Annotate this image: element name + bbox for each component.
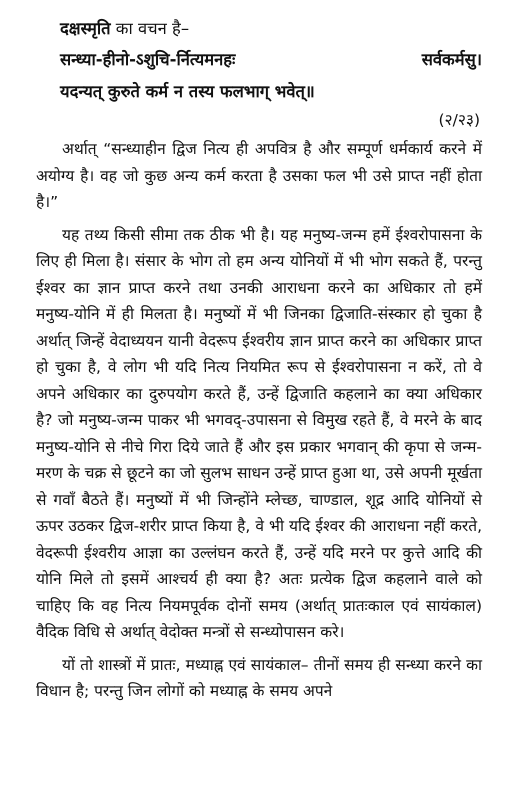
verse-line-2-text: यदन्यत् कुरुते कर्म न तस्य फलभाग् भवेत्॥ [60, 82, 315, 101]
intro-line [36, 14, 482, 44]
verse-line-1 [36, 44, 482, 76]
intro-suffix: का वचन है– [110, 19, 190, 38]
paragraph-closing: यों तो शास्त्रों में प्रातः, मध्याह्न एवं सायंकाल– तीनों समय ही सन्ध्या करने का विधान है; परन्तु जिन लोगों को मध्याह्न के समय अपने [36, 655, 482, 700]
paragraph-main: यह तथ्य किसी सीमा तक ठीक भी है। यह मनुष्य-जन्म हमें ईश्वरोपासना के लिए ही मिला है। संसार के भोग तो हम अन्य योनियों में भी भोग सकते हैं, परन्तु ईश्वर का ज्ञान प्राप्त करने तथा उनकी आराधना करने का अधिकार तो हमें मनुष्य-योनि में ही मिलता है। मनुष्यों में भी जिनका द्विजाति-संस्कार हो चुका है अर्थात् जिन्हें वेदाध्ययन यानी वेदरूप ईश्वरीय ज्ञान प्राप्त करने का अधिकार प्राप्त हो चुका है, वे लोग भी यदि नित्य नियमित रूप से ईश्वरोपासना न करें, तो वे अपने अधिकार का दुरुपयोग करते हैं, उन्हें द्विजाति कहलाने का क्या अधिकार है? जो मनुष्य-जन्म पाकर भी भगवद्-उपासना से विमुख रहते हैं, वे मरने के बाद मनुष्य-योनि से नीचे गिरा दिये जाते हैं और इस प्रकार भगवान् की कृपा से जन्म-मरण के चक्र से छूटने का जो सुलभ साधन उन्हें प्राप्त हुआ था, उसे अपनी मूर्खता से गवाँ बैठते हैं। मनुष्यों में भी जिन्होंने म्लेच्छ, चाण्डाल, शूद्र आदि योनियों से ऊपर उठकर द्विज-शरीर प्राप्त किया है, वे भी यदि ईश्वर की आराधना नहीं करते, वेदरूपी ईश्वरीय आज्ञा का उल्लंघन करते हैं, उन्हें यदि मरने पर कुत्ते आदि की योनि मिले तो इसमें आश्चर्य ही क्या है? अतः प्रत्येक द्विज कहलाने वाले को चाहिए कि वह नित्य नियमपूर्वक दोनों समय (अर्थात् प्रातःकाल एवं सायंकाल) वैदिक विधि से अर्थात् वेदोक्त मन्त्रों से सन्ध्योपासन करे। [36, 225, 482, 641]
verse-reference: (२/२३) [438, 111, 480, 129]
source-name: दक्षस्मृति [60, 19, 111, 38]
paragraph-translation: अर्थात् “सन्ध्याहीन द्विज नित्य ही अपवित्र है और सम्पूर्ण धर्मकार्य करने में अयोग्य है। वह जो कुछ अन्य कर्म करता है उसका फल भी उसे प्राप्त नहीं होता है।” [36, 140, 482, 211]
verse-line-2 [36, 76, 482, 108]
verse-line-1-right: सर्वकर्मसु। [421, 50, 482, 69]
verse-line-1-left: सन्ध्या-हीनो-ऽशुचि-र्नित्यमनहः [60, 50, 236, 69]
